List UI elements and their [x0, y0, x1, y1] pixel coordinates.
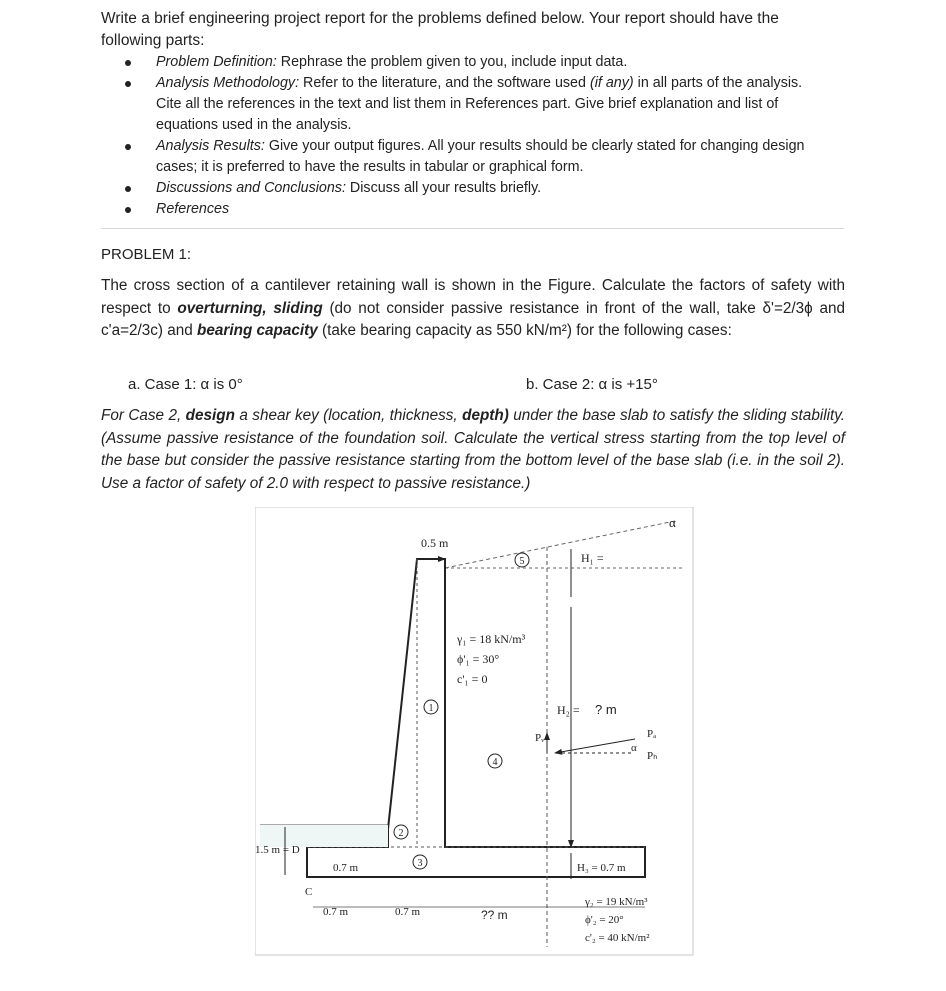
list-item: [101, 199, 816, 220]
part-text: Discuss all your results briefly.: [349, 180, 542, 196]
svg-text:?? m: ?? m: [481, 908, 508, 922]
svg-text:ϕ'₁ = 30°: ϕ'₁ = 30°: [457, 652, 500, 666]
svg-text:? m: ? m: [595, 702, 617, 717]
backfill-surface: [445, 521, 675, 568]
svg-text:1: 1: [428, 703, 434, 714]
part-text: Give your output figures. All your results should be clearly stated for changing design cases; it is preferred to have the results in tabular or graphical form.: [156, 138, 805, 175]
case-a: a. Case 1: α is 0°: [128, 376, 243, 393]
svg-text:γ₂ = 19 kN/m³: γ₂ = 19 kN/m³: [585, 896, 648, 908]
part-emphasis: (if any): [589, 75, 634, 91]
retaining-wall-figure: [255, 507, 695, 957]
part-title: Analysis Results:: [156, 138, 265, 154]
problem-statement: The cross section of a cantilever retaining wall is shown in the Figure. Calculate the factors of safety with respect to overturning, sliding (do not consider passive resistance in front of the wall, take δ'=2/3ϕ and c'a=2/3c) and bearing capacity (take bearing capacity as 550 kN/m²) for the following cases:: [101, 277, 845, 339]
svg-text:α: α: [631, 742, 637, 754]
divider: [101, 228, 844, 229]
svg-text:c'₁ = 0: c'₁ = 0: [457, 672, 488, 686]
svg-text:0.7 m: 0.7 m: [395, 906, 421, 918]
svg-text:H₂ =: H₂ =: [557, 703, 580, 717]
svg-text:H₁ =: H₁ =: [581, 551, 604, 565]
svg-text:Pₕ: Pₕ: [647, 750, 658, 762]
svg-text:4: 4: [492, 757, 498, 768]
keyword-overturning: overturning,: [177, 299, 267, 317]
bullet-icon: [125, 144, 131, 150]
part-title: Problem Definition:: [156, 54, 277, 70]
bullet-icon: [125, 81, 131, 87]
figure-frame: [255, 507, 693, 955]
keyword-sliding: sliding: [273, 299, 323, 317]
list-item: [101, 52, 816, 73]
svg-text:0.7 m: 0.7 m: [333, 862, 359, 874]
part-title: Analysis Methodology:: [156, 75, 300, 91]
svg-text:3: 3: [417, 858, 423, 869]
list-item: [101, 136, 816, 178]
svg-text:c'₂ = 40 kN/m²: c'₂ = 40 kN/m²: [585, 932, 650, 944]
part-title: References: [156, 201, 230, 217]
svg-text:Pₐ: Pₐ: [647, 728, 657, 740]
bullet-icon: [125, 207, 131, 213]
svg-text:H₃ = 0.7 m: H₃ = 0.7 m: [577, 862, 626, 874]
svg-text:0.7 m: 0.7 m: [323, 906, 349, 918]
svg-text:2: 2: [398, 828, 404, 839]
case-b: b. Case 2: α is +15°: [526, 376, 658, 393]
part-title: Discussions and Conclusions:: [156, 180, 346, 196]
part-text: Refer to the literature, and the software used: [303, 75, 586, 91]
svg-text:1.5 m = D: 1.5 m = D: [255, 844, 300, 856]
list-item: [101, 73, 816, 136]
svg-text:Pᵥ: Pᵥ: [535, 732, 545, 744]
svg-text:α: α: [669, 515, 676, 530]
report-parts-list: [101, 52, 816, 220]
intro-text: Write a brief engineering project report for the problems defined below. Your report should have the following parts:: [101, 10, 779, 49]
svg-text:ϕ'₂ = 20°: ϕ'₂ = 20°: [585, 914, 624, 926]
case2-instructions: For Case 2, design a shear key (location, thickness, depth) under the base slab to satisfy the sliding stability. (Assume passive resistance of the foundation soil. Calculate the vertical stress starting from the top level of the base but consider the passive resistance starting from the bottom level of the base slab (i.e. in the soil 2). Use a factor of safety of 2.0 with respect to passive resistance.): [101, 407, 846, 492]
part-text: in all parts of the analysis. Cite all the references in the text and list them in References part. Give brief explanation and list of equations used in the analysis.: [156, 75, 803, 133]
bullet-icon: [125, 186, 131, 192]
svg-text:5: 5: [519, 556, 525, 567]
keyword-bearing-capacity: bearing capacity: [197, 322, 318, 339]
part-text: Rephrase the problem given to you, include input data.: [280, 54, 628, 70]
list-item: [101, 178, 816, 199]
svg-text:γ₁ = 18 kN/m³: γ₁ = 18 kN/m³: [457, 632, 526, 646]
svg-text:0.5 m: 0.5 m: [421, 536, 449, 550]
bullet-icon: [125, 60, 131, 66]
svg-text:C: C: [305, 886, 313, 898]
problem-heading: PROBLEM 1:: [101, 246, 192, 263]
